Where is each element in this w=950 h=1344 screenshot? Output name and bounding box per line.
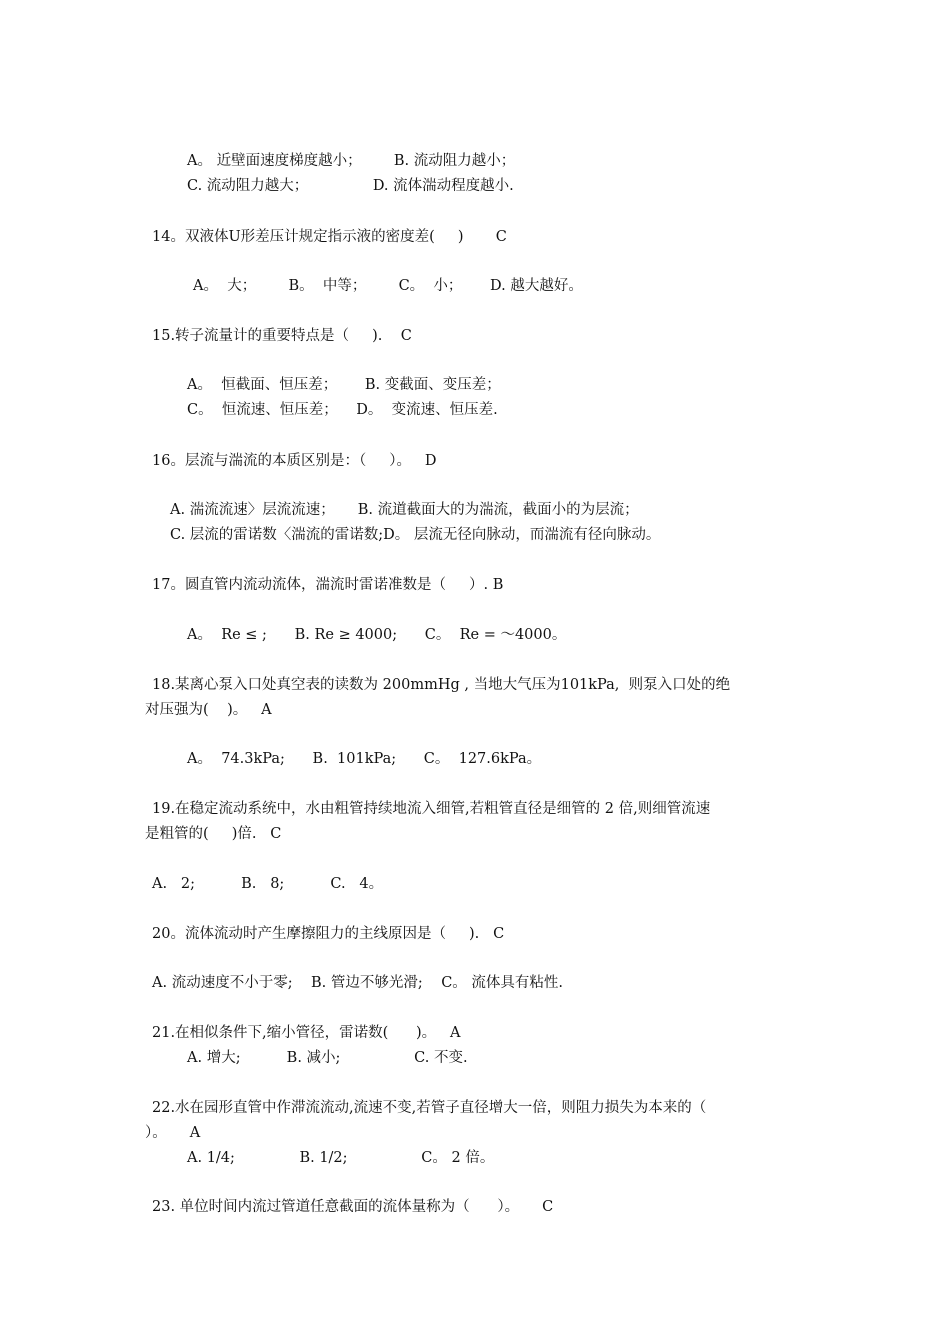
- q23-stem: 23. 单位时间内流过管道任意截面的流体量称为（ ）。 C: [152, 1199, 554, 1215]
- q13-options-cd: C. 流动阻力越大； D. 流体湍动程度越小.: [187, 178, 514, 194]
- q16-stem: 16。层流与湍流的本质区别是：（ ）。 D: [152, 453, 437, 469]
- q15-stem: 15.转子流量计的重要特点是（ ). C: [152, 328, 412, 344]
- q19-stem-line2: 是粗管的( )倍. C: [145, 826, 282, 842]
- q20-options: A. 流动速度不小于零; B. 管边不够光滑; C。 流体具有粘性.: [152, 975, 564, 991]
- q15-options-cd: C。 恒流速、恒压差； D。 变流速、恒压差.: [187, 402, 498, 418]
- q22-stem-line1: 22.水在园形直管中作滞流流动,流速不变,若管子直径增大一倍，则阻力损失为本来的（: [152, 1100, 707, 1116]
- q18-stem-line2: 对压强为( )。 A: [145, 702, 272, 718]
- q16-options-ab: A. 湍流流速〉层流流速； B. 流道截面大的为湍流，截面小的为层流；: [170, 502, 639, 518]
- q17-stem: 17。圆直管内流动流体，湍流时雷诺准数是（ ）. B: [152, 577, 504, 593]
- q13-options-ab: A。 近壁面速度梯度越小； B. 流动阻力越小；: [187, 153, 516, 169]
- q20-stem: 20。流体流动时产生摩擦阻力的主线原因是（ ). C: [152, 926, 505, 942]
- q16-options-cd: C. 层流的雷诺数〈湍流的雷诺数;D。 层流无径向脉动，而湍流有径向脉动。: [170, 527, 661, 543]
- q19-stem-line1: 19.在稳定流动系统中，水由粗管持续地流入细管,若粗管直径是细管的 2 倍,则细管流速: [152, 801, 711, 817]
- q21-options: A. 增大; B. 减小; C. 不变.: [187, 1050, 468, 1066]
- q14-options: A。 大； B。 中等； C。 小； D. 越大越好。: [193, 278, 583, 294]
- q17-options: A。 Re ≤ ; B. Re ≥ 4000; C。 Re = ～4000。: [187, 627, 567, 643]
- q15-options-ab: A。 恒截面、恒压差； B. 变截面、变压差；: [187, 377, 501, 393]
- q18-stem-line1: 18.某离心泵入口处真空表的读数为 200mmHg , 当地大气压为101kPa, 则泵入口处的绝: [152, 677, 731, 693]
- q22-stem-line2: ）。 A: [145, 1125, 201, 1141]
- q19-options: A. 2; B. 8; C. 4。: [152, 876, 384, 892]
- q18-options: A。 74.3kPa; B. 101kPa; C。 127.6kPa。: [187, 751, 542, 767]
- q21-stem: 21.在相似条件下,缩小管径，雷诺数( )。 A: [152, 1025, 461, 1041]
- q22-options: A. 1/4; B. 1/2; C。 2 倍。: [187, 1150, 495, 1166]
- q14-stem: 14。双液体U形差压计规定指示液的密度差( ) C: [152, 229, 507, 245]
